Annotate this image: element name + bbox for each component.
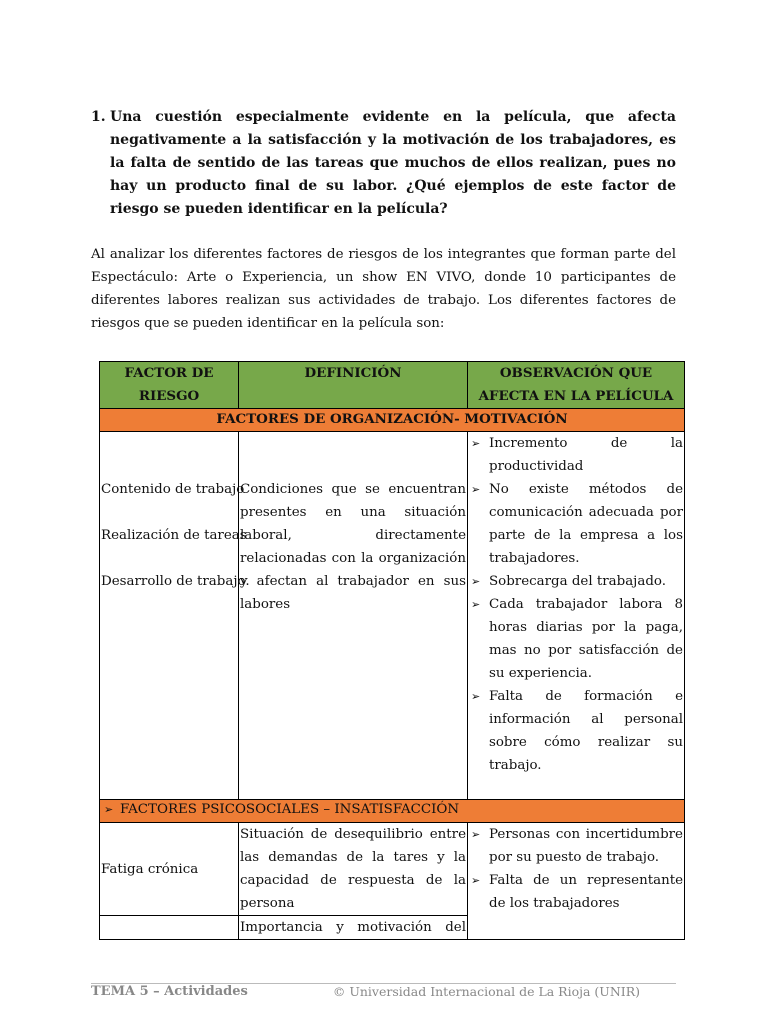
question-text: Una cuestión especialmente evidente en la película, que afecta negativamente a la satisfacción y la motivación de los trabajadores, es la falta de sentido de las tareas que muchos de ellos realizan, pues no hay un producto final de su labor. ¿Qué ejemplos de este factor de riesgo se pueden identificar en la película? <box>110 109 676 217</box>
section-psychosocial-cell <box>100 800 685 823</box>
section-organization-title: FACTORES DE ORGANIZACIÓN- MOTIVACIÓN <box>100 409 685 432</box>
question-block <box>91 106 676 221</box>
definition-cell <box>239 916 468 940</box>
observation-list <box>469 432 683 777</box>
arrow-bullet-icon: ➢ <box>471 828 481 841</box>
arrow-bullet-icon: ➢ <box>471 690 481 703</box>
factor-item: Contenido de trabajo <box>101 482 245 497</box>
intro-paragraph: Al analizar los diferentes factores de riesgos de los integrantes que forman parte del Espectáculo: Arte o Experiencia, un show EN VIVO, donde 10 participantes de diferentes labores realizan sus actividades de trabajo. Los diferentes factores de riesgos que se pueden identificar en la película son: <box>91 247 676 331</box>
definition-text: Situación de desequilibrio entre las demandas de la tares y la capacidad de respuesta de la persona <box>240 827 466 911</box>
list-item: ➢ Falta de formación e información al personal sobre cómo realizar su trabajo. <box>469 685 683 777</box>
observation-cell <box>468 823 685 940</box>
section-psychosocial-row <box>100 800 685 823</box>
list-item: ➢ Sobrecarga del trabajado. <box>469 570 683 593</box>
footer-topic: TEMA 5 – Actividades <box>91 984 248 999</box>
organization-row <box>100 432 685 800</box>
definition-cell <box>239 823 468 916</box>
factor-item: Fatiga crónica <box>101 861 199 877</box>
definition-text: Condiciones que se encuentran presentes en una situación laboral, directamente relacionadas con la organización y afectan al trabajador en sus labores <box>240 482 466 612</box>
header-definition: DEFINICIÓN <box>239 362 468 409</box>
factor-item: Desarrollo de trabajo. <box>101 574 250 589</box>
section-psychosocial-title: FACTORES PSICOSOCIALES – INSATISFACCIÓN <box>120 802 460 817</box>
factor-cell-empty <box>100 916 239 940</box>
arrow-bullet-icon: ➢ <box>471 483 481 496</box>
arrow-bullet-icon: ➢ <box>471 575 481 588</box>
observation-list <box>469 823 683 915</box>
list-item: ➢ Cada trabajador labora 8 horas diarias por la paga, mas no por satisfacción de su experiencia. <box>469 593 683 685</box>
risk-table <box>99 361 685 940</box>
definition-text: Importancia y motivación del <box>240 920 466 935</box>
definition-cell <box>239 432 468 800</box>
header-observation: OBSERVACIÓN QUE AFECTA EN LA PELÍCULA <box>468 362 685 409</box>
arrow-bullet-icon: ➢ <box>471 874 481 887</box>
factor-cell <box>100 823 239 916</box>
header-row <box>100 362 685 409</box>
list-item: ➢ Falta de un representante de los trabajadores <box>469 869 683 915</box>
list-item: ➢ Personas con incertidumbre por su puesto de trabajo. <box>469 823 683 869</box>
observation-cell <box>468 432 685 800</box>
arrow-bullet-icon: ➢ <box>471 437 481 450</box>
factor-item: Realización de tareas <box>101 528 247 543</box>
psychosocial-row <box>100 823 685 916</box>
arrow-bullet-icon: ➢ <box>104 803 114 816</box>
list-item: ➢ No existe métodos de comunicación adecuada por parte de la empresa a los trabajadores. <box>469 478 683 570</box>
factor-cell <box>100 432 250 800</box>
list-item: ➢ Incremento de la productividad <box>469 432 683 478</box>
footer-copyright: © Universidad Internacional de La Rioja (UNIR) <box>332 984 640 999</box>
section-organization-row <box>100 409 685 432</box>
arrow-bullet-icon: ➢ <box>471 598 481 611</box>
header-factor: FACTOR DE RIESGO <box>100 362 239 409</box>
question-number: 1. <box>91 109 106 125</box>
